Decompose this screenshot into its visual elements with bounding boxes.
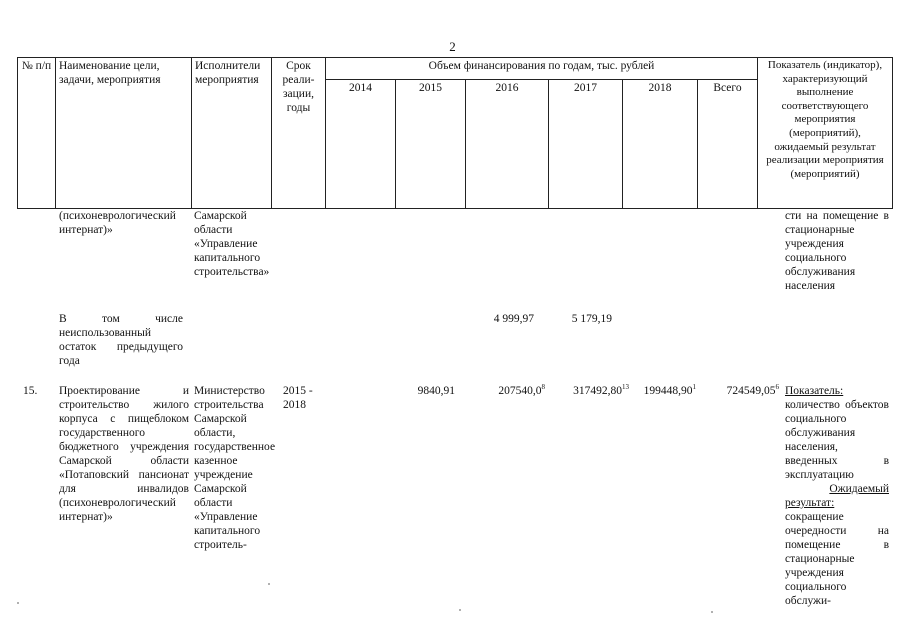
unused-name: В том числе неиспользованный остаток предыдущего года	[59, 313, 183, 367]
cont-indicator: сти на помещение в стационарные учреждения социального обслуживания населения	[785, 210, 889, 292]
indicator-text: количество объектов социального обслуживания населения, введенных в эксплуатацию	[785, 399, 889, 481]
program-table	[17, 57, 893, 607]
header-year-2016: 2016	[466, 80, 549, 209]
row15-num: 15.	[23, 385, 38, 397]
row15-total: 724549,05$^6$	[726, 383, 779, 397]
header-indicator: Показатель (индикатор), характеризующий выполнение соответствующего мероприятия (мероприятий), ожидаемый результат реализации мероприятия (мероприятий)	[758, 58, 893, 209]
header-funding: Объем финансирования по годам, тыс. рублей	[326, 58, 758, 80]
header-year-2018: 2018	[623, 80, 698, 209]
header-total: Всего	[698, 80, 758, 209]
header-year-2014: 2014	[326, 80, 396, 209]
header-executors: Исполнители мероприятия	[192, 58, 272, 209]
row15-2017: 317492,80$^{13}$	[573, 383, 629, 397]
scan-speck	[459, 609, 461, 611]
header-term: Срок реали-зации, годы	[272, 58, 326, 209]
header-year-2017: 2017	[549, 80, 623, 209]
unused-2016: 4 999,97	[493, 313, 534, 325]
result-label: Ожидаемый результат:	[785, 483, 889, 509]
indicator-label: Показатель:	[785, 385, 844, 397]
scan-speck	[711, 611, 713, 613]
row15-indicator	[785, 384, 889, 608]
row15-term: 2015 - 2018	[283, 385, 313, 411]
unused-2017: 5 179,19	[571, 313, 612, 325]
cont-executors: Самарской области «Управление капитального строительства»	[194, 210, 270, 278]
header-num: № п/п	[18, 58, 56, 209]
row15-name: Проектирование и строительство жилого корпуса с пищеблоком государственного бюджетного учреждения Самарской области «Потаповский пансионат для инвалидов (психоневрологический интернат)»	[59, 385, 189, 523]
cont-name: (психоневрологический интернат)»	[59, 210, 176, 236]
table-header	[17, 57, 893, 209]
row15-2015: 9840,91	[417, 385, 455, 397]
row15-2016: 207540,0$^8$	[498, 383, 545, 397]
row15-executors: Министерство строительства Самарской области, государственное казенное учреждение Самарской области «Управление капитального строитель-	[194, 385, 276, 551]
row15-2018: 199448,90$^1$	[643, 383, 696, 397]
scan-speck	[268, 583, 270, 585]
page-number: 2	[449, 39, 456, 54]
header-name: Наименование цели, задачи, мероприятия	[56, 58, 192, 209]
scan-speck	[17, 602, 19, 604]
header-year-2015: 2015	[396, 80, 466, 209]
result-text: сокращение очередности на помещение в стационарные учреждения социального обслужи-	[785, 511, 889, 607]
